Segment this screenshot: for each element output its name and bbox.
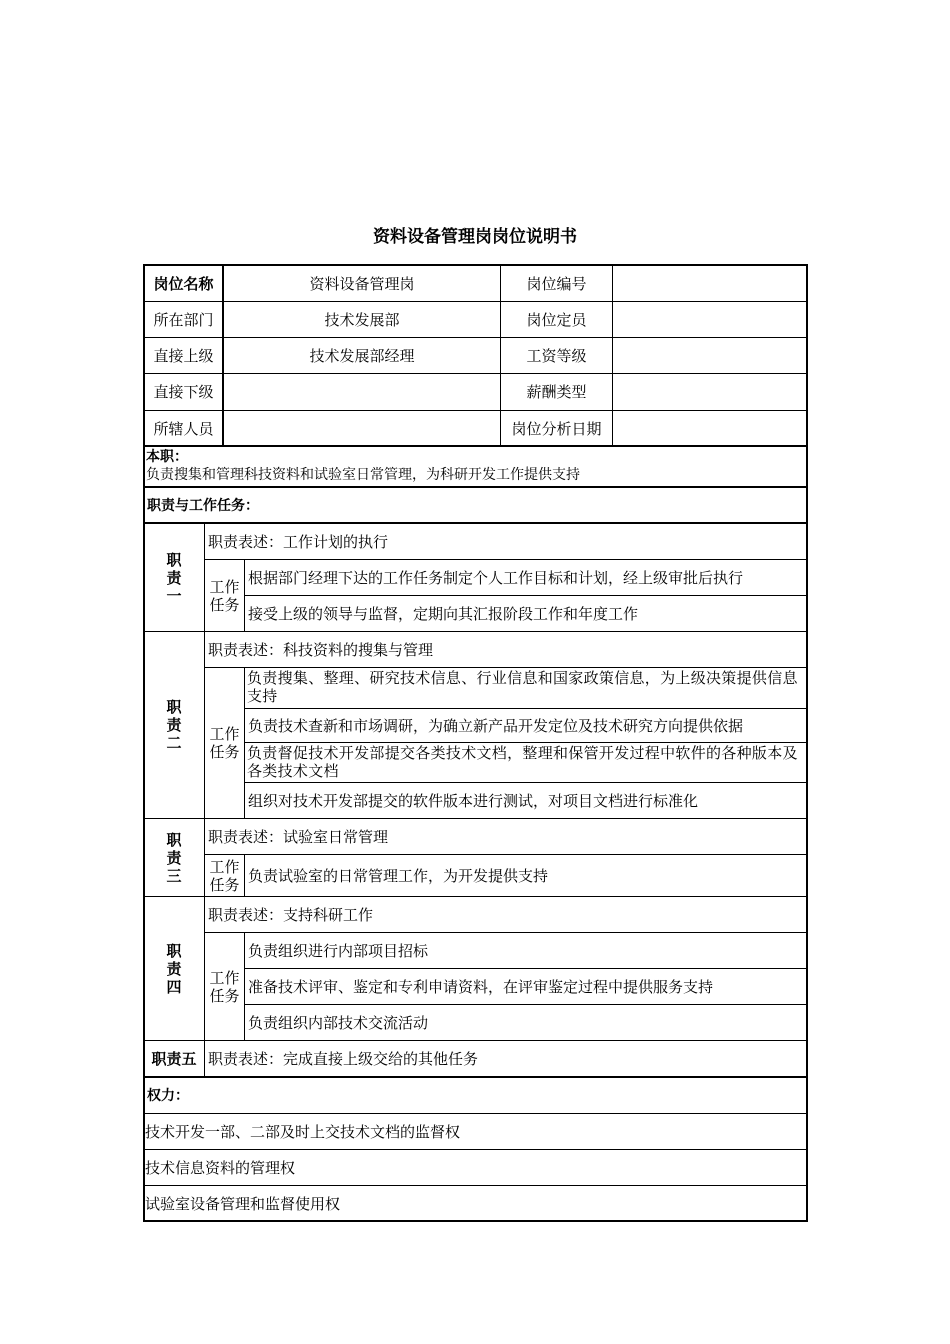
position-code-label: 岗位编号 (500, 265, 612, 301)
duty-1-statement: 职责表述：工作计划的执行 (204, 523, 807, 559)
headcount-value (612, 301, 807, 337)
duty-1-task-label: 工作 任务 (204, 559, 244, 631)
department-label: 所在部门 (143, 301, 223, 337)
pay-type-value (612, 373, 807, 410)
position-name-value: 资料设备管理岗 (223, 265, 500, 301)
role-text: 负责搜集和管理科技资料和试验室日常管理，为科研开发工作提供支持 (146, 467, 580, 483)
section-divider (143, 1076, 808, 1078)
role-section (143, 446, 807, 487)
duty-2-statement: 职责表述：科技资料的搜集与管理 (204, 631, 807, 667)
authority-header: 权力： (143, 1077, 807, 1113)
authority-item: 技术信息资料的管理权 (143, 1149, 807, 1185)
section-divider (143, 445, 808, 447)
duty-1-task: 根据部门经理下达的工作任务制定个人工作目标和计划，经上级审批后执行 (244, 559, 807, 595)
authority-item: 试验室设备管理和监督使用权 (143, 1185, 807, 1221)
section-divider (143, 486, 808, 488)
subordinate-value (223, 373, 500, 410)
duty-4-task-label: 工作 任务 (204, 932, 244, 1040)
analysis-date-label: 岗位分析日期 (500, 410, 612, 446)
position-code-value (612, 265, 807, 301)
duty-4-task: 准备技术评审、鉴定和专利申请资料，在评审鉴定过程中提供服务支持 (244, 968, 807, 1004)
supervisor-label: 直接上级 (143, 337, 223, 373)
headcount-label: 岗位定员 (500, 301, 612, 337)
duty-4-task: 负责组织进行内部项目招标 (244, 932, 807, 968)
role-label: 本职： (146, 449, 188, 465)
duty-5-name: 职责五 (143, 1040, 204, 1077)
duty-5-statement: 职责表述：完成直接上级交给的其他任务 (204, 1040, 807, 1077)
duty-3-name: 职 责 三 (143, 818, 204, 896)
page-title: 资料设备管理岗岗位说明书 (373, 227, 577, 247)
duty-3-statement: 职责表述：试验室日常管理 (204, 818, 807, 854)
duty-1-task: 接受上级的领导与监督，定期向其汇报阶段工作和年度工作 (244, 595, 807, 631)
duty-4-name: 职 责 四 (143, 896, 204, 1040)
salary-grade-label: 工资等级 (500, 337, 612, 373)
duty-2-task: 负责督促技术开发部提交各类技术文档，整理和保管开发过程中软件的各种版本及各类技术文档 (244, 742, 807, 782)
analysis-date-value (612, 410, 807, 446)
duty-4-task: 负责组织内部技术交流活动 (244, 1004, 807, 1040)
duty-2-task: 组织对技术开发部提交的软件版本进行测试，对项目文档进行标准化 (244, 782, 807, 818)
duty-2-task: 负责技术查新和市场调研，为确立新产品开发定位及技术研究方向提供依据 (244, 708, 807, 742)
duties-header: 职责与工作任务： (143, 487, 807, 523)
department-value: 技术发展部 (223, 301, 500, 337)
duty-4-statement: 职责表述：支持科研工作 (204, 896, 807, 932)
position-name-label: 岗位名称 (143, 265, 223, 301)
authority-item: 技术开发一部、二部及时上交技术文档的监督权 (143, 1113, 807, 1149)
duty-2-task: 负责搜集、整理、研究技术信息、行业信息和国家政策信息，为上级决策提供信息支持 (244, 667, 807, 708)
salary-grade-value (612, 337, 807, 373)
supervisor-value: 技术发展部经理 (223, 337, 500, 373)
duty-1-name: 职 责 一 (143, 523, 204, 631)
staff-label: 所辖人员 (143, 410, 223, 446)
column-divider (222, 264, 224, 446)
section-divider (143, 522, 808, 524)
staff-value (223, 410, 500, 446)
duty-3-task: 负责试验室的日常管理工作，为开发提供支持 (244, 854, 807, 896)
duty-2-name: 职 责 二 (143, 631, 204, 818)
duty-3-task-label: 工作 任务 (204, 854, 244, 896)
pay-type-label: 薪酬类型 (500, 373, 612, 410)
subordinate-label: 直接下级 (143, 373, 223, 410)
duty-2-task-label: 工作 任务 (204, 667, 244, 818)
